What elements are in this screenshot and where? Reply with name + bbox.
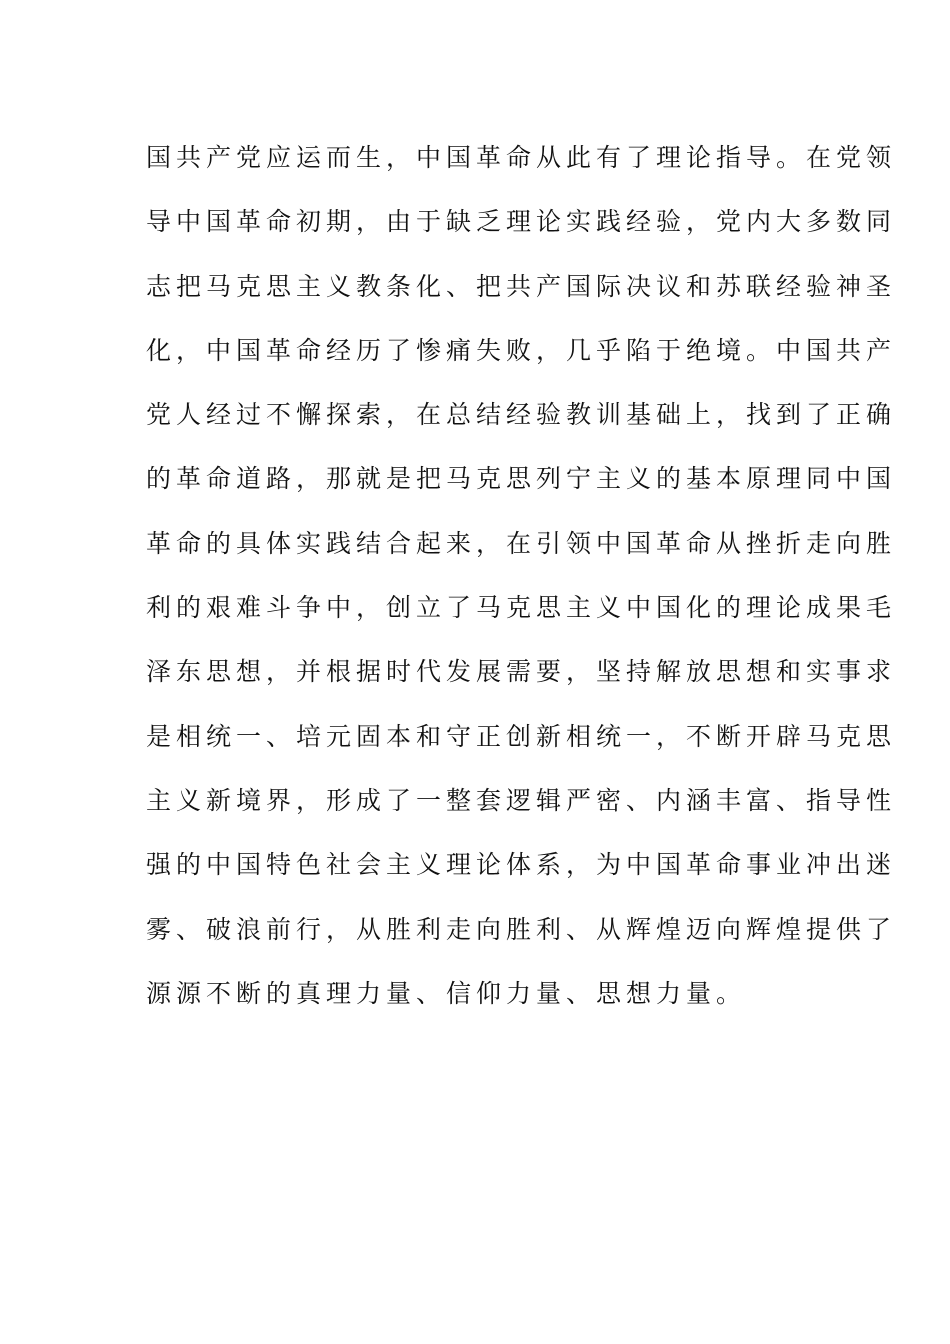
text-line-1: 国共产党应运而生，中国革命从此有了理论指导。在党领 <box>146 143 897 172</box>
text-line-3: 志把马克思主义教条化、把共产国际决议和苏联经验神圣 <box>146 271 897 301</box>
body-paragraph <box>146 126 897 1026</box>
text-line-12: 强的中国特色社会主义理论体系，为中国革命事业冲出迷 <box>146 850 897 880</box>
text-line-13: 雾、破浪前行，从胜利走向胜利、从辉煌迈向辉煌提供了 <box>146 914 897 944</box>
text-line-7: 革命的具体实践结合起来，在引领中国革命从挫折走向胜 <box>146 528 897 558</box>
text-line-6: 的革命道路，那就是把马克思列宁主义的基本原理同中国 <box>146 464 897 494</box>
text-line-11: 主义新境界，形成了一整套逻辑严密、内涵丰富、指导性 <box>146 785 897 815</box>
text-line-10: 是相统一、培元固本和守正创新相统一，不断开辟马克思 <box>146 721 897 751</box>
text-line-14: 源源不断的真理力量、信仰力量、思想力量。 <box>146 978 747 1008</box>
text-line-4: 化，中国革命经历了惨痛失败，几乎陷于绝境。中国共产 <box>146 335 897 365</box>
text-line-2: 导中国革命初期，由于缺乏理论实践经验，党内大多数同 <box>146 207 897 237</box>
text-line-9: 泽东思想，并根据时代发展需要，坚持解放思想和实事求 <box>146 657 897 687</box>
text-line-5: 党人经过不懈探索，在总结经验教训基础上，找到了正确 <box>146 400 897 430</box>
text-line-8: 利的艰难斗争中，创立了马克思主义中国化的理论成果毛 <box>146 593 897 623</box>
